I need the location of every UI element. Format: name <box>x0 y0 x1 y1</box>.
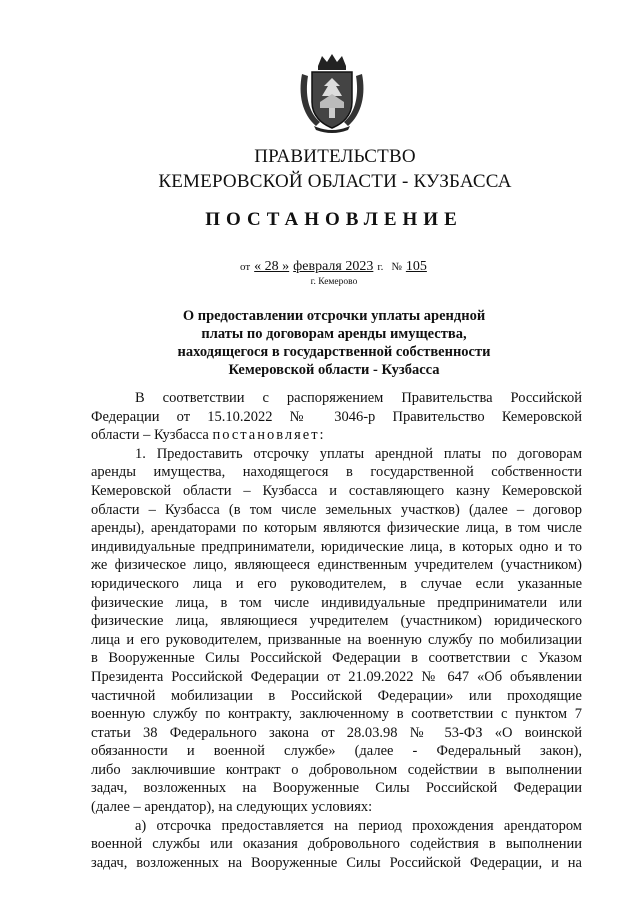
title-line: платы по договорам аренды имущества, <box>201 326 467 342</box>
body-line: индивидуальные предприниматели, юридические лица, в которых одно и то <box>91 538 582 555</box>
body-line-text: области – Кузбасса <box>91 427 213 444</box>
body-line: В соответствии с распоряжением Правительства Российской <box>135 390 582 406</box>
title-line: находящегося в государственной собственности <box>177 344 491 360</box>
body-line: Кемеровской области – Кузбасса и составляющего казну Кемеровской <box>91 482 582 499</box>
date-month-year: февраля 2023 <box>293 259 374 274</box>
from-label: от <box>240 261 251 273</box>
document-title <box>0 307 640 379</box>
kuzbass-coat-of-arms-icon <box>296 52 368 134</box>
body-line: аренды имущества, находящегося в государственной собственности <box>91 464 582 481</box>
body-line: лица и его руководителем, призванные на военную службу по мобилизации <box>91 631 582 648</box>
body-line: статьи 38 Федерального закона от 28.03.98 № 53-ФЗ «О воинской <box>91 724 582 741</box>
body-line: военной службы или оказания добровольного содействия в выполнении <box>91 836 582 853</box>
document-body <box>91 389 582 872</box>
body-line: задач, возложенных на Вооруженные Силы Российской Федерации, и на <box>91 854 582 871</box>
body-line: либо заключившие контракт о добровольном содействии в выполнении <box>91 761 582 778</box>
document-number: 105 <box>405 259 427 274</box>
body-line: физические лица, являющиеся учредителем (участником) юридического <box>91 613 582 630</box>
body-line: физические лица, в том числе индивидуальные предприниматели или <box>91 594 582 611</box>
body-line: а) отсрочка предоставляется на период прохождения арендатором <box>135 817 582 834</box>
resolves-word: постановляет: <box>212 427 326 444</box>
number-label: № <box>391 261 402 273</box>
body-line: области – Кузбасса (в том числе земельных участков) (далее – договор <box>91 501 582 518</box>
body-line: в Вооруженные Силы Российской Федерации в соответствии с Указом <box>91 650 582 667</box>
document-type: ПОСТАНОВЛЕНИЕ <box>205 209 463 230</box>
body-line: (далее – арендатор), на следующих условиях: <box>91 799 373 816</box>
body-line <box>91 426 582 445</box>
title-line: Кемеровской области - Кузбасса <box>228 362 440 378</box>
body-line: Президента Российской Федерации от 21.09.2022 № 647 «Об объявлении <box>91 668 582 685</box>
date-number-line <box>240 259 427 275</box>
body-line: военную службу по контракту, заключенному в соответствии с пунктом 7 <box>91 706 582 723</box>
body-line: юридического лица и его руководителем, в случае если указанные <box>91 575 582 592</box>
body-line: задач, возложенных на Вооруженные Силы Российской Федерации <box>91 780 582 797</box>
year-suffix: г. <box>377 261 384 273</box>
title-line: О предоставлении отсрочки уплаты арендной <box>182 308 486 324</box>
body-line: обязанности и военной службе» (далее - Федеральный закон), <box>91 743 582 760</box>
body-line: 1. Предоставить отсрочку уплаты арендной платы по договорам <box>135 445 582 462</box>
org-name-line2: КЕМЕРОВСКОЙ ОБЛАСТИ - КУЗБАССА <box>158 171 512 192</box>
city-label: г. Кемерово <box>310 277 358 287</box>
body-line: аренды), арендаторами по которым являются физические лица, в том числе <box>91 520 582 537</box>
org-name-line1: ПРАВИТЕЛЬСТВО <box>254 146 416 167</box>
body-line: Федерации от 15.10.2022 № 3046-р Правительство Кемеровской <box>91 408 582 425</box>
body-line: частичной мобилизации в Российской Федерации» или проходящие <box>91 687 582 704</box>
body-line: же физическое лицо, являющееся единственным учредителем (участником) <box>91 557 582 574</box>
date-day: « 28 » <box>254 259 290 274</box>
